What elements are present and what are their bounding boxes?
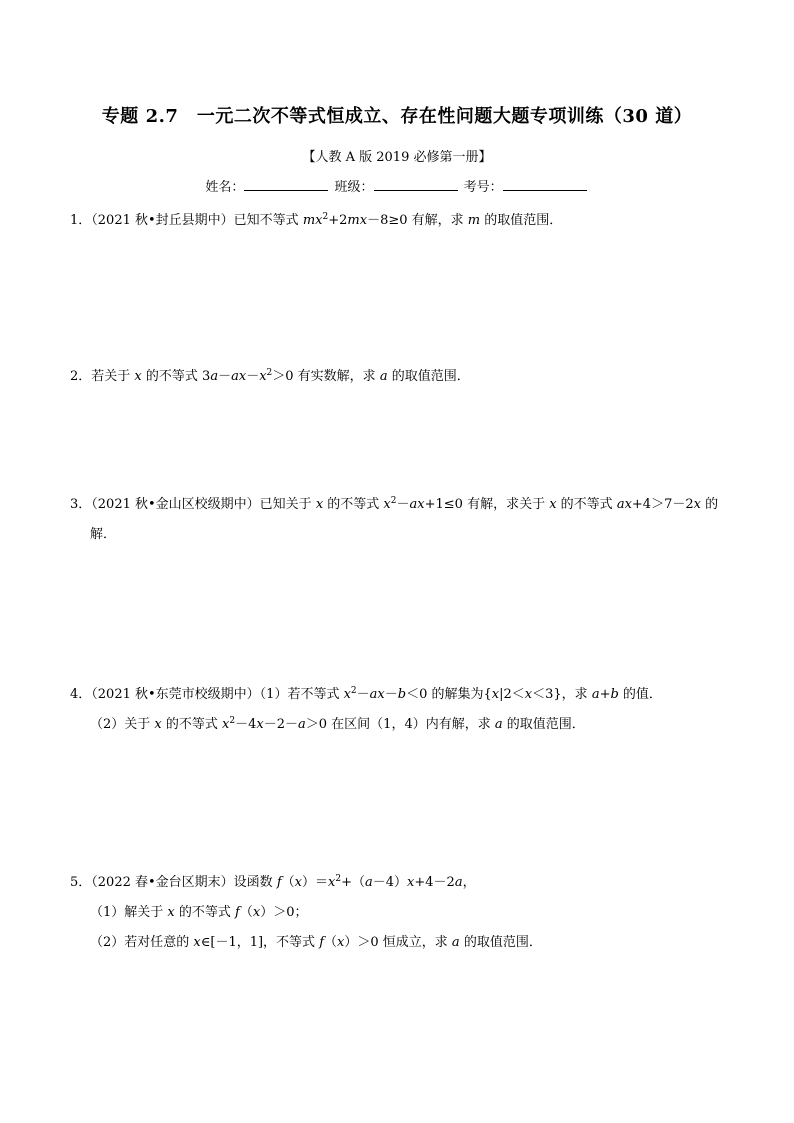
math-var: ax — [369, 687, 385, 702]
question-number: 1． — [70, 213, 92, 228]
question-3 — [70, 490, 730, 550]
question-text: ＜0 的解集为{ — [406, 687, 492, 702]
question-text: ＞0 在区间（1，4）内有解，求 — [305, 717, 495, 732]
math-var: x — [193, 935, 201, 950]
question-text: 的不等式 — [161, 717, 223, 732]
math-var: x — [524, 687, 533, 702]
math-var: a — [364, 875, 373, 890]
math-var: mx — [302, 213, 323, 228]
question-4 — [70, 680, 730, 740]
question-text: +2 — [328, 213, 348, 228]
question-text: 的取值范围． — [502, 717, 585, 732]
name-label: 姓名： — [205, 180, 245, 195]
question-4-part-2 — [70, 710, 730, 740]
question-text: |2＜ — [499, 687, 525, 702]
math-sup: 2 — [322, 212, 329, 222]
math-sup: 2 — [266, 368, 273, 378]
question-2 — [70, 362, 730, 392]
question-text: －2－ — [263, 717, 298, 732]
math-var: x — [256, 717, 264, 732]
math-var: a — [298, 717, 306, 732]
class-label: 班级： — [334, 180, 374, 195]
question-5 — [70, 868, 730, 958]
question-number: 4． — [70, 687, 92, 702]
question-text: （1）解关于 — [90, 905, 168, 920]
math-var: x — [259, 369, 267, 384]
question-text: （ — [324, 935, 338, 950]
question-text: ）＞0 恒成立，求 — [344, 935, 452, 950]
question-text: ）＞0； — [260, 905, 308, 920]
math-var: x — [343, 687, 351, 702]
question-text: +4＞7－2 — [631, 497, 694, 512]
question-text: － — [246, 369, 260, 384]
math-var: ax — [616, 497, 632, 512]
math-sup: 2 — [390, 496, 397, 506]
question-text: ）＝ — [301, 875, 328, 890]
math-var: b — [397, 687, 407, 702]
question-text: 的 — [700, 497, 719, 512]
document-subtitle: 【人教 A 版 2019 必修第一册】 — [302, 150, 492, 165]
question-text: 已知关于 — [259, 497, 316, 512]
question-5-stem — [70, 868, 730, 898]
question-source: （2021 秋•东莞市校级期中） — [91, 687, 260, 702]
exam-number-label: 考号： — [463, 180, 503, 195]
exam-number-blank — [503, 178, 587, 191]
question-text: 解． — [90, 527, 117, 542]
math-var: x — [407, 875, 415, 890]
math-var: x — [294, 875, 302, 890]
question-text: 若关于 — [91, 369, 135, 384]
math-var: a — [451, 935, 460, 950]
question-source: （2022 春•金台区期末） — [91, 875, 234, 890]
document-title: 专题 2.7 一元二次不等式恒成立、存在性问题大题专项训练（30 道） — [101, 106, 693, 127]
question-text: 的不等式 — [174, 905, 236, 920]
math-var: x — [491, 687, 500, 702]
math-var: x — [328, 875, 336, 890]
math-var: x — [693, 497, 701, 512]
student-info-line — [0, 176, 794, 195]
math-sup: 2 — [335, 874, 342, 884]
question-1-line — [70, 206, 730, 236]
math-var: ax — [409, 497, 425, 512]
question-text: 设函数 — [233, 875, 277, 890]
question-text: 的取值范围． — [480, 213, 563, 228]
math-var: a — [210, 369, 219, 384]
math-var: x — [134, 369, 142, 384]
question-text: +4－2 — [414, 875, 455, 890]
question-2-line — [70, 362, 730, 392]
math-var: a — [494, 717, 503, 732]
math-sup: 2 — [229, 716, 236, 726]
question-text: 的不等式 — [556, 497, 617, 512]
math-var: x — [315, 497, 324, 512]
question-text: +1≤0 有解，求关于 — [424, 497, 550, 512]
math-var: f — [235, 905, 240, 920]
question-source: （2021 秋•封丘县期中） — [91, 213, 234, 228]
math-var: x — [154, 717, 162, 732]
math-var: x — [222, 717, 230, 732]
question-text: － — [384, 687, 398, 702]
question-text: ＞0 有实数解，求 — [272, 369, 380, 384]
math-var: f — [276, 875, 282, 890]
name-blank — [244, 178, 328, 191]
question-text: 的不等式 — [323, 497, 384, 512]
math-var: x — [167, 905, 175, 920]
math-var: x — [337, 935, 345, 950]
math-sup: 2 — [350, 686, 357, 696]
question-text: 的不等式 3 — [141, 369, 211, 384]
question-text: － — [218, 369, 232, 384]
math-var: mx — [347, 213, 368, 228]
question-text: ∈[－1，1]，不等式 — [200, 935, 320, 950]
question-5-part-1 — [70, 898, 730, 928]
question-number: 2． — [70, 369, 92, 384]
question-text: （ — [239, 905, 253, 920]
question-text: －4） — [372, 875, 408, 890]
question-text: －8≥0 有解，求 — [367, 213, 468, 228]
question-text: －4 — [235, 717, 257, 732]
math-var: x — [252, 905, 261, 920]
question-text: （1）若不等式 — [259, 687, 344, 702]
question-text: （2）关于 — [90, 717, 155, 732]
question-number: 3． — [70, 497, 92, 512]
question-number: 5． — [70, 875, 92, 890]
math-var: a+b — [591, 687, 619, 702]
question-5-part-2 — [70, 928, 730, 958]
question-text: ， — [462, 875, 476, 890]
question-text: 的值． — [618, 687, 662, 702]
question-text: 的取值范围． — [459, 935, 542, 950]
math-var: f — [319, 935, 325, 950]
question-text: +（ — [341, 875, 365, 890]
math-var: a — [379, 369, 388, 384]
question-3-line-2 — [70, 520, 730, 550]
math-var: a — [454, 875, 463, 890]
question-text: 的取值范围． — [387, 369, 470, 384]
math-var: m — [467, 213, 481, 228]
question-text: － — [396, 497, 410, 512]
math-var: ax — [231, 369, 247, 384]
question-text: （ — [281, 875, 295, 890]
question-text: （2）若对任意的 — [90, 935, 194, 950]
question-1 — [70, 206, 730, 236]
question-text: 已知不等式 — [233, 213, 303, 228]
question-text: － — [356, 687, 370, 702]
question-4-part-1 — [70, 680, 730, 710]
math-var: x — [383, 497, 391, 512]
question-3-line-1 — [70, 490, 730, 520]
class-blank — [374, 178, 458, 191]
question-text: ＜3}，求 — [532, 687, 592, 702]
math-var: x — [549, 497, 557, 512]
question-source: （2021 秋•金山区校级期中） — [91, 497, 260, 512]
